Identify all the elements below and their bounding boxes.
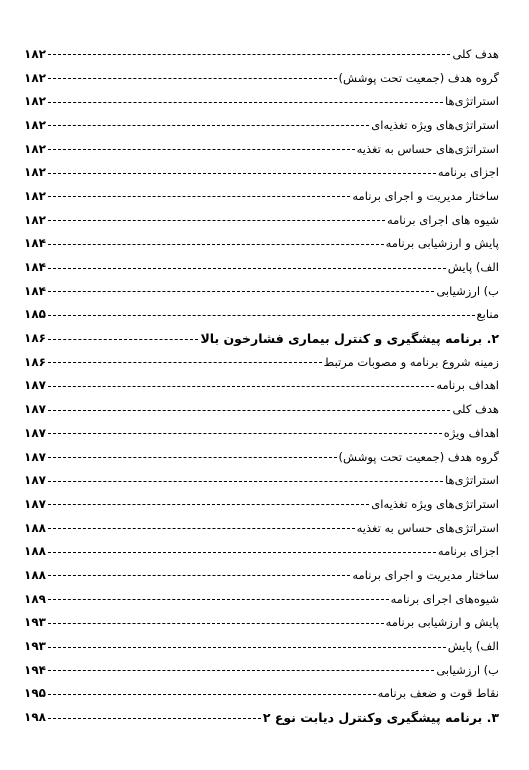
toc-entry-title: ب) ارزشیابی [436, 283, 499, 298]
toc-page-number: ۱۸۲ [24, 46, 46, 61]
toc-page-number: ۱۸۸ [24, 520, 46, 535]
toc-entry-title: استراتژی‌ها [445, 94, 499, 109]
toc-row[interactable] [24, 303, 499, 327]
dotted-leader [48, 196, 350, 197]
toc-entry-title: گروه هدف (جمعیت تحت پوشش) [338, 70, 499, 85]
toc-row[interactable] [24, 42, 499, 66]
toc-row[interactable] [24, 66, 499, 90]
toc-entry-title: ساختار مدیریت و اجرای برنامه [352, 567, 499, 582]
toc-entry-title: گروه هدف (جمعیت تحت پوشش) [338, 449, 499, 464]
dotted-leader [48, 268, 446, 269]
toc-page-number: ۱۸۲ [24, 94, 46, 109]
toc-row[interactable] [24, 184, 499, 208]
toc-page-number: ۱۹۳ [24, 639, 46, 654]
dotted-leader [48, 718, 261, 719]
toc-entry-title: اجزای برنامه [437, 165, 499, 180]
dotted-leader [48, 125, 369, 126]
toc-page-number: ۱۸۲ [24, 70, 46, 85]
toc-row[interactable] [24, 255, 499, 279]
dotted-leader [48, 433, 442, 434]
toc-chapter-title: ۲. برنامه پیشگیری و کنترل بیماری فشارخون بالا [200, 330, 499, 346]
toc-chapter-row[interactable] [24, 326, 499, 350]
toc-row[interactable] [24, 682, 499, 706]
toc-page-number: ۱۹۳ [24, 615, 46, 630]
toc-page-number: ۱۸۴ [24, 260, 46, 275]
toc-entry-title: هدف کلی [452, 402, 499, 417]
toc-row[interactable] [24, 374, 499, 398]
dotted-leader [48, 315, 475, 316]
toc-page-number: ۱۸۷ [24, 496, 46, 511]
toc-page-number: ۱۸۷ [24, 449, 46, 464]
dotted-leader [48, 78, 337, 79]
toc-chapter-row[interactable] [24, 705, 499, 729]
toc-page-number: ۱۹۸ [24, 710, 46, 725]
toc-row[interactable] [24, 445, 499, 469]
toc-row[interactable] [24, 658, 499, 682]
toc-page-number: ۱۸۲ [24, 165, 46, 180]
toc-page-number: ۱۸۲ [24, 117, 46, 132]
dotted-leader [48, 504, 369, 505]
toc-page-number: ۱۸۸ [24, 567, 46, 582]
toc-entry-title: استراتژی‌های ویژه تغذیه‌ای [371, 117, 499, 132]
dotted-leader [48, 291, 434, 292]
toc-page-number: ۱۸۲ [24, 188, 46, 203]
toc-entry-title: استراتژی‌های ویژه تغذیه‌ای [371, 496, 499, 511]
toc-entry-title: استراتژی‌های حساس به تغذیه [356, 520, 499, 535]
dotted-leader [48, 670, 434, 671]
toc-row[interactable] [24, 279, 499, 303]
toc-entry-title: پایش و ارزشیابی برنامه [385, 615, 499, 630]
dotted-leader [48, 481, 443, 482]
dotted-leader [48, 102, 443, 103]
toc-entry-title: منابع [476, 307, 499, 322]
dotted-leader [48, 457, 337, 458]
toc-row[interactable] [24, 611, 499, 635]
toc-page-number: ۱۹۴ [24, 662, 46, 677]
toc-row[interactable] [24, 397, 499, 421]
toc-row[interactable] [24, 113, 499, 137]
toc-page-number: ۱۸۹ [24, 591, 46, 606]
toc-page-number: ۱۸۲ [24, 212, 46, 227]
toc-row[interactable] [24, 89, 499, 113]
toc-page-number: ۱۸۷ [24, 473, 46, 488]
dotted-leader [48, 54, 450, 55]
dotted-leader [48, 173, 436, 174]
dotted-leader [48, 623, 384, 624]
toc-row[interactable] [24, 350, 499, 374]
toc-row[interactable] [24, 492, 499, 516]
toc-entry-title: استراتژی‌های حساس به تغذیه [356, 141, 499, 156]
toc-entry-title: پایش و ارزشیابی برنامه [385, 236, 499, 251]
toc-page-number: ۱۸۷ [24, 378, 46, 393]
toc-entry-title: الف) پایش [447, 260, 499, 275]
toc-entry-title: اهداف ویژه [443, 425, 499, 440]
toc-row[interactable] [24, 587, 499, 611]
dotted-leader [48, 575, 350, 576]
toc-chapter-title: ۳. برنامه پیشگیری وکنترل دیابت نوع ۲ [262, 709, 499, 725]
toc-page-number: ۱۸۴ [24, 236, 46, 251]
toc-row[interactable] [24, 137, 499, 161]
dotted-leader [48, 339, 198, 340]
dotted-leader [48, 362, 322, 363]
toc-entry-title: الف) پایش [447, 639, 499, 654]
dotted-leader [48, 149, 355, 150]
toc-page-number: ۱۸۶ [24, 354, 46, 369]
toc-page-number: ۱۸۷ [24, 425, 46, 440]
toc-row[interactable] [24, 421, 499, 445]
dotted-leader [48, 599, 389, 600]
dotted-leader [48, 220, 385, 221]
toc-page-number: ۱۸۸ [24, 544, 46, 559]
toc-entry-title: نقاط قوت و ضعف برنامه [377, 686, 499, 701]
dotted-leader [48, 552, 436, 553]
toc-entry-title: اجزای برنامه [437, 544, 499, 559]
toc-row[interactable] [24, 208, 499, 232]
toc-entry-title: ساختار مدیریت و اجرای برنامه [352, 188, 499, 203]
toc-row[interactable] [24, 634, 499, 658]
toc-entry-title: شیوه‌های اجرای برنامه [390, 591, 499, 606]
toc-row[interactable] [24, 516, 499, 540]
toc-entry-title: استراتژی‌ها [445, 473, 499, 488]
toc-row[interactable] [24, 160, 499, 184]
toc-page-number: ۱۹۵ [24, 686, 46, 701]
toc-page-number: ۱۸۵ [24, 307, 46, 322]
toc-row[interactable] [24, 468, 499, 492]
dotted-leader [48, 528, 355, 529]
toc-page-number: ۱۸۲ [24, 141, 46, 156]
toc-row[interactable] [24, 539, 499, 563]
dotted-leader [48, 647, 446, 648]
toc-row[interactable] [24, 232, 499, 256]
toc-entry-title: زمینه شروع برنامه و مصوبات مرتبط [323, 354, 499, 369]
dotted-leader [48, 694, 376, 695]
dotted-leader [48, 244, 384, 245]
toc-row[interactable] [24, 563, 499, 587]
toc-entry-title: هدف کلی [452, 46, 499, 61]
dotted-leader [48, 410, 450, 411]
toc-page-number: ۱۸۴ [24, 283, 46, 298]
table-of-contents [24, 42, 499, 729]
toc-entry-title: شیوه های اجرای برنامه [386, 212, 499, 227]
toc-entry-title: اهداف برنامه [436, 378, 499, 393]
dotted-leader [48, 386, 434, 387]
toc-page-number: ۱۸۷ [24, 402, 46, 417]
toc-page-number: ۱۸۶ [24, 331, 46, 346]
toc-entry-title: ب) ارزشیابی [436, 662, 499, 677]
